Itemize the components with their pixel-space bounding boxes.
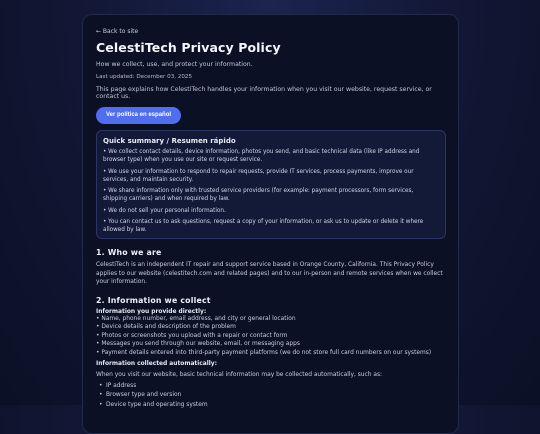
auto-info-list <box>96 382 446 411</box>
summary-item: • We collect contact details, device information, photos you send, and basic technical data (like IP address and browser type) when you use our site or request service. <box>103 149 420 164</box>
list-item: • Device type and operating system <box>96 401 446 411</box>
list-item: • Browser type and version <box>96 391 446 401</box>
back-to-site-link[interactable]: ← Back to site <box>96 28 139 35</box>
page-title: CelestiTech Privacy Policy <box>96 40 281 55</box>
policy-card <box>82 14 459 434</box>
summary-item: • We share information only with trusted service providers (for example: payment processors, form services, shipping carriers) and when required by law. <box>103 188 414 203</box>
intro-text: This page explains how CelestiTech handles your information when you visit our website, request service, or contact us. <box>96 86 432 100</box>
section-who-we-are-body: CelestiTech is an independent IT repair and support service based in Orange County, California. This Privacy Policy applies to our website (celestitech.com and related pages) and to our in-person and remote services when we collect your information. <box>96 262 443 286</box>
provided-info-item: • Messages you send through our website, email, or messaging apps <box>96 341 300 348</box>
summary-title: Quick summary / Resumen rápido <box>103 137 236 145</box>
provided-info-heading: Information you provide directly: <box>96 308 207 315</box>
page-subtitle: How we collect, use, and protect your information. <box>96 61 253 68</box>
provided-info-item: • Name, phone number, email address, and city or general location <box>96 315 296 322</box>
auto-info-heading: Information collected automatically: <box>96 361 217 368</box>
provided-info-item: • Payment details entered into third-party payment platforms (we do not store full card numbers on our systems) <box>96 349 432 356</box>
last-updated: Last updated: December 03, 2025 <box>96 74 193 80</box>
section-information-collected-title: 2. Information we collect <box>96 295 211 305</box>
provided-info-item: • Photos or screenshots you upload with a repair or contact form <box>96 332 288 339</box>
list-item: • IP address <box>96 382 446 392</box>
quick-summary-box <box>96 130 446 239</box>
spanish-version-button[interactable]: Ver política en español <box>96 107 181 124</box>
summary-item: • We do not sell your personal information. <box>103 207 226 214</box>
auto-info-intro: When you visit our website, basic technical information may be collected automatically, such as: <box>96 372 383 379</box>
provided-info-item: • Device details and description of the problem <box>96 324 236 331</box>
summary-item: • We use your information to respond to repair requests, provide IT services, process payments, improve our services, and maintain security. <box>103 168 414 183</box>
summary-item: • You can contact us to ask questions, request a copy of your information, or ask us to update or delete it where allowed by law. <box>103 219 424 234</box>
section-who-we-are-title: 1. Who we are <box>96 248 162 257</box>
